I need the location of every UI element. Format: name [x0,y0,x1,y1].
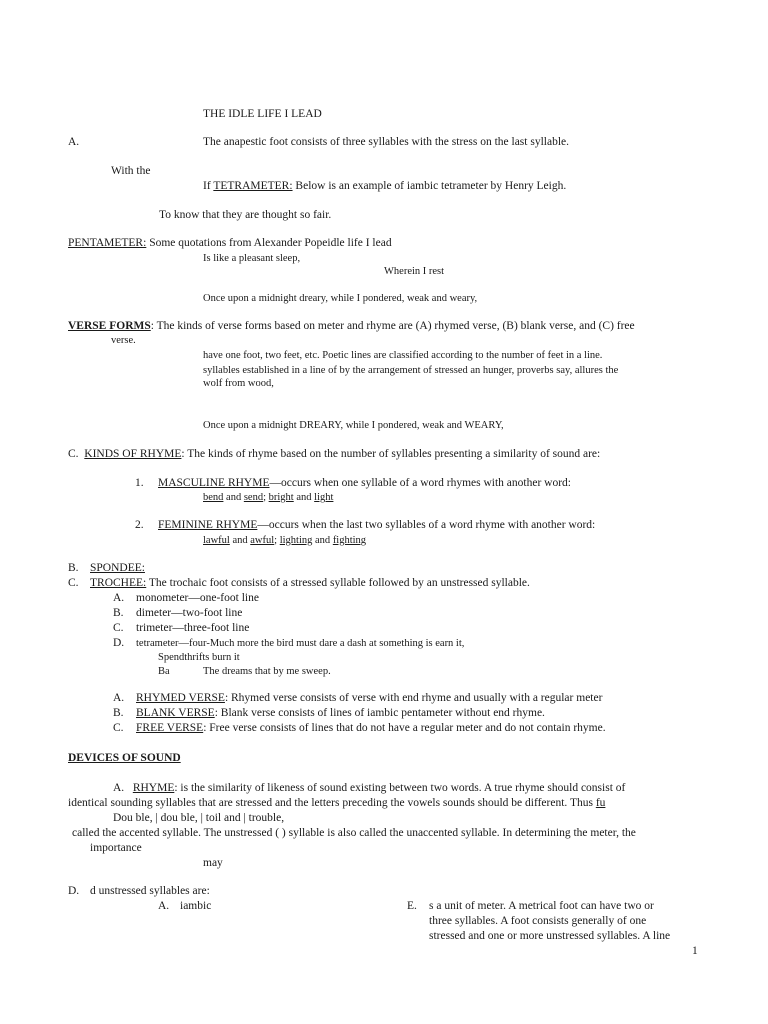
list-letter: C. [113,622,124,634]
page-title: THE IDLE LIFE I LEAD [203,108,322,120]
e-line-3: stressed and one or more unstressed syllables. A line [429,930,671,942]
list-letter: A. [113,782,125,794]
kinds-rhyme-label: KINDS OF RHYME [84,448,182,460]
tetrameter-text: Below is an example of iambic tetrameter by Henry Leigh. [292,180,567,192]
list-letter: E. [407,900,417,912]
list-letter: A. [113,692,125,704]
e-line-1: s a unit of meter. A metrical foot can have two or [429,900,654,912]
devices-heading: DEVICES OF SOUND [68,752,181,764]
identical-line [68,797,605,810]
rhymed-verse-label: RHYMED VERSE [136,692,225,704]
free-verse-text: : Free verse consists of lines that do not have a regular meter and do not contain rhyme. [203,722,606,734]
example-sep: and [223,492,244,503]
syllables-line: syllables established in a line of by the arrangement of stressed an hunger, proverbs say, allures the [203,365,619,376]
list-letter: B. [68,562,79,574]
verse-continued: verse. [111,335,136,346]
example-word: light [314,492,334,503]
example-word: lawful [203,535,230,546]
example-sep: ; [274,535,280,546]
meter-item: dimeter—two-foot line [136,607,243,619]
fu-text: fu [595,797,606,809]
masculine-text: —occurs when one syllable of a word rhymes with another word: [269,477,571,489]
verse-forms-text: : The kinds of verse forms based on meter and rhyme are (A) rhymed verse, (B) blank verse, and (C) free [150,320,635,332]
masculine-label: MASCULINE RHYME [158,477,270,489]
verse-forms-line [68,320,635,333]
trochee-line [90,577,530,590]
d-text: d unstressed syllables are: [90,885,210,897]
list-letter: C. [68,577,79,589]
example-word: send [243,492,264,503]
rhyme-text: : is the similarity of likeness of sound existing between two words. A true rhyme should consist of [174,782,626,794]
example-sep: and [312,535,333,546]
wherein-line: Wherein I rest [384,266,445,277]
rhyme-label: RHYME [132,782,175,794]
list-letter: C. [113,722,124,734]
accented-line: called the accented syllable. The unstressed ( ) syllable is also called the unaccented syllable. In determining the meter, the [72,827,636,839]
anapestic-text: The anapestic foot consists of three syllables with the stress on the last syllable. [203,136,570,148]
list-letter: A. [68,136,80,148]
example-word: bend [203,492,224,503]
feminine-line [158,519,595,532]
list-letter: D. [68,885,80,897]
one-foot-line: have one foot, two feet, etc. Poetic lines are classified according to the number of feet in a line. [203,350,603,361]
spendthrifts-line: Spendthrifts burn it [158,652,240,663]
if-text: If [203,180,214,192]
to-know-line: To know that they are thought so fair. [159,209,332,221]
ba-text: Ba [158,666,170,677]
list-letter: A. [113,592,125,604]
blank-verse-label: BLANK VERSE [136,707,215,719]
example-sep: and [293,492,315,503]
with-the-text: With the [111,165,151,177]
pleasant-sleep-line: Is like a pleasant sleep, [203,253,301,264]
list-letter: B. [113,607,124,619]
page-number: 1 [692,945,698,957]
kinds-rhyme-line [68,448,600,461]
list-letter: A. [158,900,170,912]
masculine-line [158,477,571,490]
verse-forms-label: VERSE FORMS [68,320,151,332]
tetrameter-line [203,180,566,193]
list-letter: C. [68,448,79,460]
example-sep: and [229,535,251,546]
blank-verse-text: : Blank verse consists of lines of iambic pentameter without end rhyme. [214,707,545,719]
list-number: 1. [135,477,144,489]
kinds-rhyme-text: : The kinds of rhyme based on the number of syllables presenting a similarity of sound are: [181,448,601,460]
meter-item: trimeter—three-foot line [136,622,250,634]
feminine-examples [203,534,366,547]
midnight-line-2: Once upon a midnight DREARY, while I pondered, weak and WEARY, [203,420,504,431]
tetrameter-label: TETRAMETER: [213,180,293,192]
rhyme-line [113,782,625,795]
trochee-label: TROCHEE: [90,577,147,589]
spondee-label: SPONDEE: [90,562,145,574]
wolf-line: wolf from wood, [203,378,274,389]
blank-verse-line [136,707,545,720]
feminine-label: FEMININE RHYME [158,519,258,531]
free-verse-line [136,722,606,735]
pentameter-text: Some quotations from Alexander Popeidle life I lead [146,237,392,249]
masculine-examples [203,491,333,504]
trochee-text: The trochaic foot consists of a stressed syllable followed by an unstressed syllable. [146,577,530,589]
pentameter-label: PENTAMETER: [68,237,147,249]
example-word: fighting [332,535,367,546]
example-word: awful [250,535,275,546]
rhymed-verse-text: : Rhymed verse consists of verse with end rhyme and usually with a regular meter [224,692,603,704]
example-word: bright [268,492,294,503]
double-line: Dou ble, | dou ble, | toil and | trouble, [113,812,285,824]
dreams-line: The dreams that by me sweep. [203,666,331,677]
example-sep: ; [263,492,269,503]
midnight-line-1: Once upon a midnight dreary, while I pondered, weak and weary, [203,293,478,304]
importance-text: importance [90,842,142,854]
meter-item: tetrameter—four-Much more the bird must dare a dash at something is earn it, [136,638,465,649]
may-text: may [203,857,223,869]
pentameter-line [68,237,392,250]
list-letter: B. [113,707,124,719]
identical-text: identical sounding syllables that are stressed and the letters preceding the vowels sounds should be different. Thus [68,797,596,809]
e-line-2: three syllables. A foot consists generally of one [429,915,647,927]
rhymed-verse-line [136,692,602,705]
feminine-text: —occurs when the last two syllables of a word rhyme with another word: [257,519,596,531]
list-number: 2. [135,519,144,531]
example-word: lighting [279,535,313,546]
iambic-text: iambic [180,900,212,912]
meter-item: monometer—one-foot line [136,592,259,604]
list-letter: D. [113,637,125,649]
free-verse-label: FREE VERSE [136,722,204,734]
